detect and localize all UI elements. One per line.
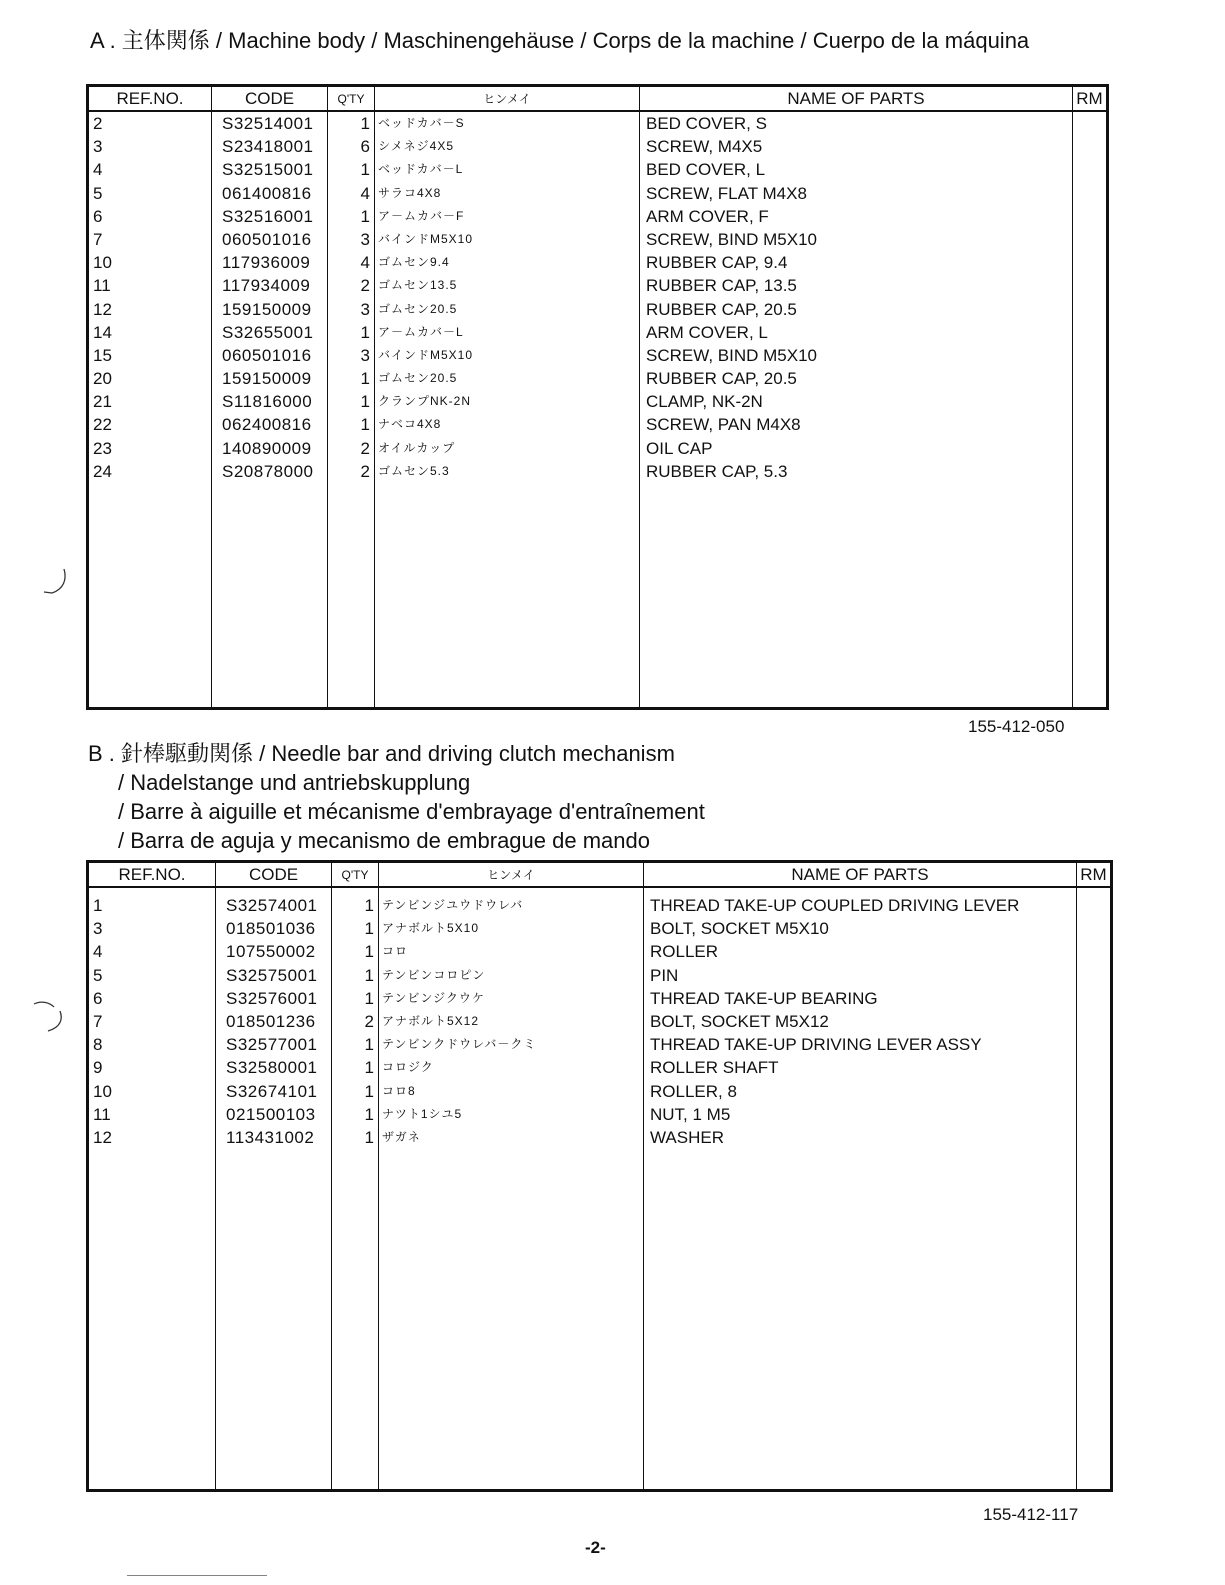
- table-cell-kana: ベッドカバ－L: [378, 162, 464, 177]
- table-cell-kana: オイルカップ: [378, 440, 456, 455]
- table-cell-ref: 7: [93, 229, 103, 249]
- table-cell-kana: ナベコ4X8: [378, 417, 442, 432]
- qty-column: [332, 887, 379, 1491]
- table-cell-ref: 8: [93, 1035, 103, 1055]
- table-cell-kana: シメネジ4X5: [378, 139, 454, 154]
- table-cell-kana: テンビンコロピン: [382, 967, 486, 982]
- table-cell-kana: ザガネ: [382, 1129, 421, 1144]
- table-cell-code: S32516001: [222, 206, 314, 226]
- table-cell-qty: 1: [360, 369, 370, 389]
- table-cell-name: THREAD TAKE-UP DRIVING LEVER ASSY: [650, 1035, 982, 1055]
- table-cell-ref: 14: [93, 322, 112, 342]
- section-a-parts-table: [86, 84, 1109, 710]
- table-cell-ref: 10: [93, 253, 112, 273]
- col-header-qty: Q'TY: [332, 862, 379, 888]
- table-cell-kana: ゴムセン9.4: [378, 255, 450, 270]
- table-cell-ref: 10: [93, 1081, 112, 1101]
- table-cell-qty: 1: [360, 114, 370, 133]
- table-cell-name: RUBBER CAP, 20.5: [646, 369, 797, 389]
- table-cell-ref: 21: [93, 392, 112, 412]
- table-cell-ref: 12: [93, 1127, 112, 1147]
- table-cell-name: SCREW, PAN M4X8: [646, 415, 801, 435]
- col-header-qty: Q'TY: [328, 86, 375, 112]
- table-cell-code: 062400816: [222, 415, 312, 435]
- table-cell-qty: 1: [360, 415, 370, 435]
- table-cell-ref: 9: [93, 1058, 103, 1078]
- table-cell-qty: 3: [360, 345, 370, 365]
- page-number: -2-: [585, 1538, 606, 1557]
- table-cell-name: THREAD TAKE-UP BEARING: [650, 988, 878, 1008]
- table-cell-kana: ゴムセン20.5: [378, 301, 458, 316]
- scan-mark-decoration: [40, 565, 70, 605]
- name-of-parts-column: [644, 887, 1077, 1491]
- table-cell-code: 060501016: [222, 229, 312, 249]
- qty-column: [328, 111, 375, 709]
- table-cell-ref: 15: [93, 345, 112, 365]
- table-cell-ref: 12: [93, 299, 112, 319]
- table-cell-name: BED COVER, S: [646, 114, 767, 133]
- table-cell-kana: テンビンクドウレバ－クミ: [382, 1037, 537, 1052]
- table-cell-ref: 1: [93, 896, 103, 915]
- table-cell-kana: ゴムセン13.5: [378, 278, 458, 293]
- ref-no-column: [88, 111, 212, 709]
- scan-mark-decoration: [30, 995, 66, 1040]
- table-cell-name: RUBBER CAP, 13.5: [646, 276, 797, 296]
- table-cell-code: S32515001: [222, 160, 314, 180]
- col-header-rm: RM: [1073, 86, 1108, 112]
- section-a-title: [90, 26, 1029, 55]
- table-cell-code: S32576001: [226, 988, 318, 1008]
- table-cell-qty: 2: [364, 1011, 374, 1031]
- col-header-kana: ヒンメイ: [375, 86, 640, 112]
- table-cell-code: 117936009: [222, 253, 311, 273]
- table-cell-ref: 3: [93, 137, 103, 157]
- table-cell-code: S23418001: [222, 137, 314, 157]
- table-cell-ref: 4: [93, 160, 103, 180]
- table-cell-name: ARM COVER, L: [646, 322, 768, 342]
- table-cell-name: OIL CAP: [646, 438, 713, 458]
- table-cell-name: SCREW, FLAT M4X8: [646, 183, 807, 203]
- table-cell-ref: 6: [93, 206, 103, 226]
- table-cell-qty: 1: [364, 1081, 374, 1101]
- table-cell-ref: 5: [93, 183, 103, 203]
- table-cell-name: CLAMP, NK-2N: [646, 392, 763, 412]
- section-b-title-line: / Nadelstange und antriebskupplung: [118, 770, 471, 795]
- name-of-parts-column: [640, 111, 1073, 709]
- section-b-parts-table: [86, 860, 1113, 1492]
- table-cell-code: S32674101: [226, 1081, 318, 1101]
- table-cell-qty: 1: [364, 942, 374, 962]
- table-cell-qty: 1: [364, 965, 374, 985]
- table-cell-name: ROLLER: [650, 942, 719, 962]
- col-header-kana: ヒンメイ: [379, 862, 644, 888]
- table-cell-code: 140890009: [222, 438, 312, 458]
- table-cell-code: S32655001: [222, 322, 314, 342]
- table-cell-code: 060501016: [222, 345, 312, 365]
- col-header-code: CODE: [216, 862, 332, 888]
- table-cell-kana: ア－ムカバ－L: [378, 324, 464, 339]
- table-cell-code: 018501036: [226, 919, 316, 939]
- table-cell-kana: テンビンジクウケ: [382, 990, 485, 1005]
- table-cell-code: S32514001: [222, 114, 314, 133]
- table-cell-code: S32575001: [226, 965, 318, 985]
- table-cell-kana: アナボルト5X10: [382, 921, 480, 936]
- table-cell-name: THREAD TAKE-UP COUPLED DRIVING LEVER: [650, 896, 1020, 915]
- table-cell-qty: 1: [364, 1035, 374, 1055]
- table-cell-name: PIN: [650, 965, 679, 985]
- table-cell-name: RUBBER CAP, 5.3: [646, 461, 788, 481]
- table-cell-name: ROLLER, 8: [650, 1081, 737, 1101]
- table-cell-name: BOLT, SOCKET M5X10: [650, 919, 829, 939]
- col-header-name-of-parts: NAME OF PARTS: [640, 86, 1073, 112]
- table-cell-qty: 1: [364, 1127, 374, 1147]
- table-cell-kana: バインドM5X10: [378, 347, 474, 362]
- table-cell-qty: 1: [360, 206, 370, 226]
- table-cell-qty: 1: [364, 1104, 374, 1124]
- table-cell-qty: 2: [360, 276, 370, 296]
- table-cell-ref: 24: [93, 461, 112, 481]
- table-cell-qty: 2: [360, 461, 370, 481]
- table-cell-name: ARM COVER, F: [646, 206, 769, 226]
- ref-no-column: [88, 887, 216, 1491]
- col-header-ref-no: REF.NO.: [88, 86, 212, 112]
- table-cell-ref: 22: [93, 415, 112, 435]
- table-cell-code: S32580001: [226, 1058, 318, 1078]
- table-cell-kana: アナボルト5X12: [382, 1013, 480, 1028]
- kana-column: [375, 111, 640, 709]
- table-cell-ref: 2: [93, 114, 103, 133]
- section-b-title-line: / Barra de aguja y mecanismo de embrague de mando: [118, 828, 650, 853]
- table-cell-ref: 5: [93, 965, 103, 985]
- table-cell-code: 021500103: [226, 1104, 316, 1124]
- table-cell-code: 107550002: [226, 942, 316, 962]
- table-cell-qty: 4: [360, 183, 370, 203]
- table-cell-kana: サラコ4X8: [378, 185, 442, 200]
- col-header-code: CODE: [212, 86, 328, 112]
- table-cell-name: NUT, 1 M5: [650, 1104, 731, 1124]
- table-cell-code: 117934009: [222, 276, 311, 296]
- table-cell-qty: 1: [360, 322, 370, 342]
- table-cell-code: S11816000: [222, 392, 313, 412]
- table-cell-code: S32577001: [226, 1035, 318, 1055]
- table-cell-qty: 1: [364, 988, 374, 1008]
- table-cell-name: SCREW, BIND M5X10: [646, 345, 817, 365]
- table-cell-qty: 2: [360, 438, 370, 458]
- table-cell-kana: クランプNK-2N: [378, 394, 472, 409]
- table-cell-kana: ア－ムカバ－F: [378, 208, 465, 223]
- table-cell-qty: 6: [360, 137, 370, 157]
- table-cell-ref: 11: [93, 276, 111, 296]
- table-cell-qty: 3: [360, 229, 370, 249]
- section-b-title-line: B . 針棒駆動関係 / Needle bar and driving clutch mechanism: [88, 741, 675, 766]
- table-cell-qty: 1: [364, 1058, 374, 1078]
- table-cell-code: S32574001: [226, 896, 318, 915]
- table-cell-code: 113431002: [226, 1127, 315, 1147]
- rm-column: [1077, 887, 1112, 1491]
- table-cell-qty: 1: [360, 160, 370, 180]
- code-column: [216, 887, 332, 1491]
- col-header-name-of-parts: NAME OF PARTS: [644, 862, 1077, 888]
- table-cell-kana: テンビンジユウドウレバ: [382, 898, 524, 912]
- table-cell-kana: ゴムセン5.3: [378, 463, 450, 478]
- table-cell-qty: 3: [360, 299, 370, 319]
- table-cell-name: SCREW, BIND M5X10: [646, 229, 817, 249]
- table-cell-ref: 7: [93, 1011, 103, 1031]
- section-b-title-line: / Barre à aiguille et mécanisme d'embrayage d'entraînement: [118, 799, 705, 824]
- table-cell-ref: 11: [93, 1104, 111, 1124]
- rm-column: [1073, 111, 1108, 709]
- section-a-drawing-number: 155-412-050: [968, 717, 1065, 736]
- table-cell-code: 061400816: [222, 183, 312, 203]
- table-cell-kana: ベッドカバ－S: [378, 116, 465, 130]
- section-a-title-line: A . 主体関係 / Machine body / Maschinengehäuse / Corps de la machine / Cuerpo de la máquina: [90, 28, 1030, 53]
- table-cell-name: ROLLER SHAFT: [650, 1058, 779, 1078]
- divider-line: [127, 1575, 267, 1576]
- table-cell-ref: 23: [93, 438, 112, 458]
- table-cell-kana: ナツト1シユ5: [382, 1106, 463, 1121]
- table-cell-ref: 20: [93, 369, 112, 389]
- table-cell-name: BED COVER, L: [646, 160, 766, 180]
- table-cell-name: RUBBER CAP, 20.5: [646, 299, 797, 319]
- col-header-ref-no: REF.NO.: [88, 862, 216, 888]
- table-cell-code: S20878000: [222, 461, 314, 481]
- table-cell-kana: ゴムセン20.5: [378, 371, 458, 386]
- kana-column: [379, 887, 644, 1491]
- table-cell-qty: 1: [364, 896, 374, 915]
- col-header-rm: RM: [1077, 862, 1112, 888]
- table-cell-name: WASHER: [650, 1127, 724, 1147]
- table-cell-name: RUBBER CAP, 9.4: [646, 253, 788, 273]
- table-cell-kana: コロ: [382, 944, 409, 959]
- table-cell-code: 159150009: [222, 369, 312, 389]
- table-cell-ref: 3: [93, 919, 103, 939]
- table-cell-kana: バインドM5X10: [378, 231, 474, 246]
- table-cell-name: SCREW, M4X5: [646, 137, 763, 157]
- table-cell-code: 018501236: [226, 1011, 316, 1031]
- table-cell-qty: 4: [360, 253, 370, 273]
- table-cell-kana: コロジク: [382, 1060, 434, 1075]
- code-column: [212, 111, 328, 709]
- section-b-title: [88, 739, 705, 855]
- table-cell-code: 159150009: [222, 299, 312, 319]
- section-b-drawing-number: 155-412-117: [983, 1505, 1079, 1524]
- table-cell-kana: コロ8: [382, 1083, 416, 1098]
- table-cell-name: BOLT, SOCKET M5X12: [650, 1011, 829, 1031]
- table-cell-ref: 4: [93, 942, 103, 962]
- table-cell-qty: 1: [360, 392, 370, 412]
- table-cell-ref: 6: [93, 988, 103, 1008]
- table-cell-qty: 1: [364, 919, 374, 939]
